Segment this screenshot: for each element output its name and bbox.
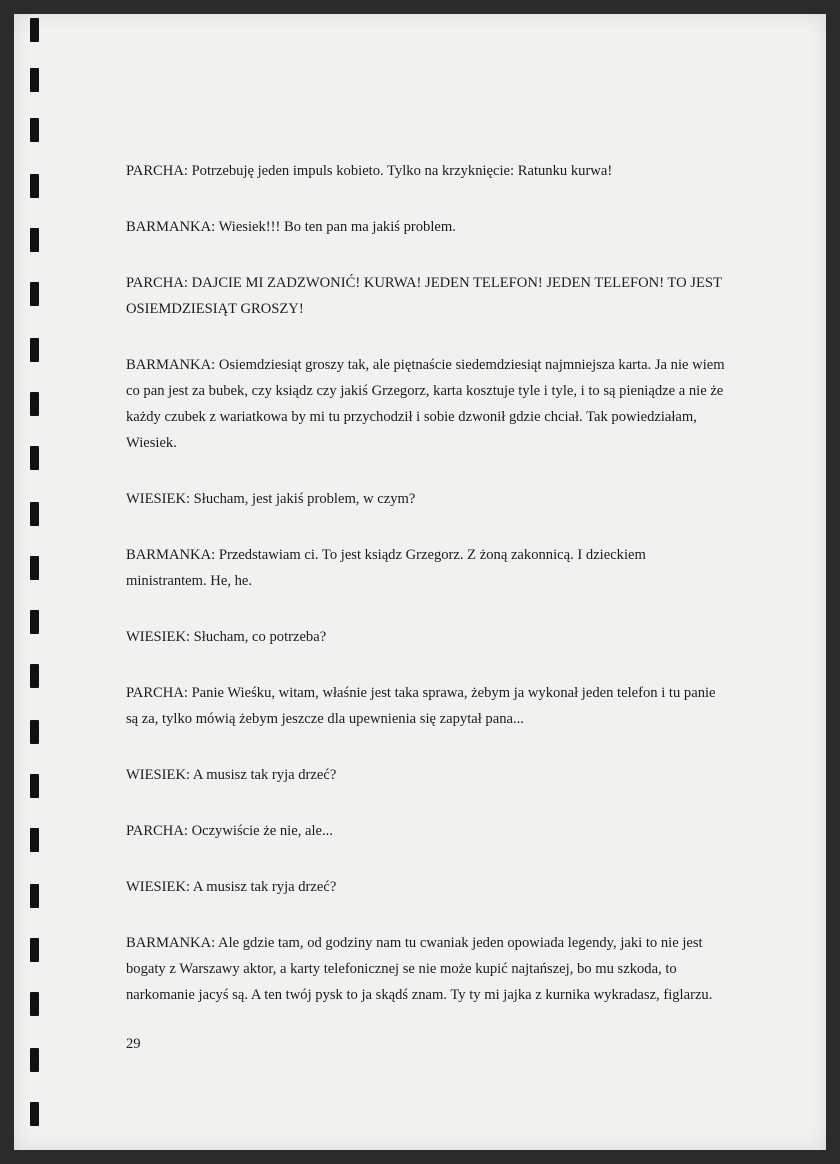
script-text	[126, 158, 726, 1038]
binding-hole	[30, 1048, 39, 1072]
binding-hole	[30, 1102, 39, 1126]
dialogue-paragraph: PARCHA: Panie Wieśku, witam, właśnie jest taka sprawa, żebym ja wykonał jeden telefon i tu panie są za, tylko mówią żebym jeszcze dla upewnienia się zapytał pana...	[126, 685, 716, 727]
binding-hole	[30, 18, 39, 42]
binding-hole	[30, 556, 39, 580]
binding-hole	[30, 502, 39, 526]
spiral-binding	[14, 14, 54, 1150]
dialogue-paragraph: PARCHA: Oczywiście że nie, ale...	[126, 823, 333, 839]
dialogue-paragraph: WIESIEK: A musisz tak ryja drzeć?	[126, 767, 337, 783]
dialogue-paragraph: BARMANKA: Ale gdzie tam, od godziny nam tu cwaniak jeden opowiada legendy, jaki to nie jest bogaty z Warszawy aktor, a karty telefonicznej se nie może kupić najtańszej, bo mu szkoda, to narkomanie jacyś są. A ten twój pysk to ja skądś znam. Ty ty mi jajka z kurnika wykradasz, figlarzu.	[126, 935, 713, 1003]
dialogue-paragraph: PARCHA: DAJCIE MI ZADZWONIĆ! KURWA! JEDEN TELEFON! JEDEN TELEFON! TO JEST OSIEMDZIESIĄT GROSZY!	[126, 275, 722, 317]
binding-hole	[30, 720, 39, 744]
binding-hole	[30, 392, 39, 416]
dialogue-paragraph: WIESIEK: Słucham, jest jakiś problem, w czym?	[126, 491, 416, 507]
binding-hole	[30, 228, 39, 252]
dialogue-paragraph: PARCHA: Potrzebuję jeden impuls kobieto. Tylko na krzyknięcie: Ratunku kurwa!	[126, 163, 613, 179]
binding-hole	[30, 664, 39, 688]
binding-hole	[30, 282, 39, 306]
binding-hole	[30, 774, 39, 798]
binding-hole	[30, 828, 39, 852]
binding-hole	[30, 68, 39, 92]
document-page	[14, 14, 826, 1150]
binding-hole	[30, 174, 39, 198]
binding-hole	[30, 884, 39, 908]
binding-hole	[30, 992, 39, 1016]
dialogue-paragraph: BARMANKA: Osiemdziesiąt groszy tak, ale piętnaście siedemdziesiąt najmniejsza karta. Ja nie wiem co pan jest za bubek, czy ksiądz czy jakiś Grzegorz, karta kosztuje tyle i tyle, i to są pieniądze a nie że każdy czubek z wariatkowa by mi tu przychodził i sobie dzwonił gdzie chciał. Tak powiedziałam, Wiesiek.	[126, 357, 725, 451]
binding-hole	[30, 118, 39, 142]
binding-hole	[30, 446, 39, 470]
page-number: 29	[126, 1036, 141, 1052]
binding-hole	[30, 938, 39, 962]
dialogue-paragraph: BARMANKA: Przedstawiam ci. To jest ksiądz Grzegorz. Z żoną zakonnicą. I dzieckiem ministrantem. He, he.	[126, 547, 646, 589]
dialogue-paragraph: WIESIEK: A musisz tak ryja drzeć?	[126, 879, 337, 895]
dialogue-paragraph: BARMANKA: Wiesiek!!! Bo ten pan ma jakiś problem.	[126, 219, 456, 235]
dialogue-paragraph: WIESIEK: Słucham, co potrzeba?	[126, 629, 327, 645]
binding-hole	[30, 338, 39, 362]
binding-hole	[30, 610, 39, 634]
